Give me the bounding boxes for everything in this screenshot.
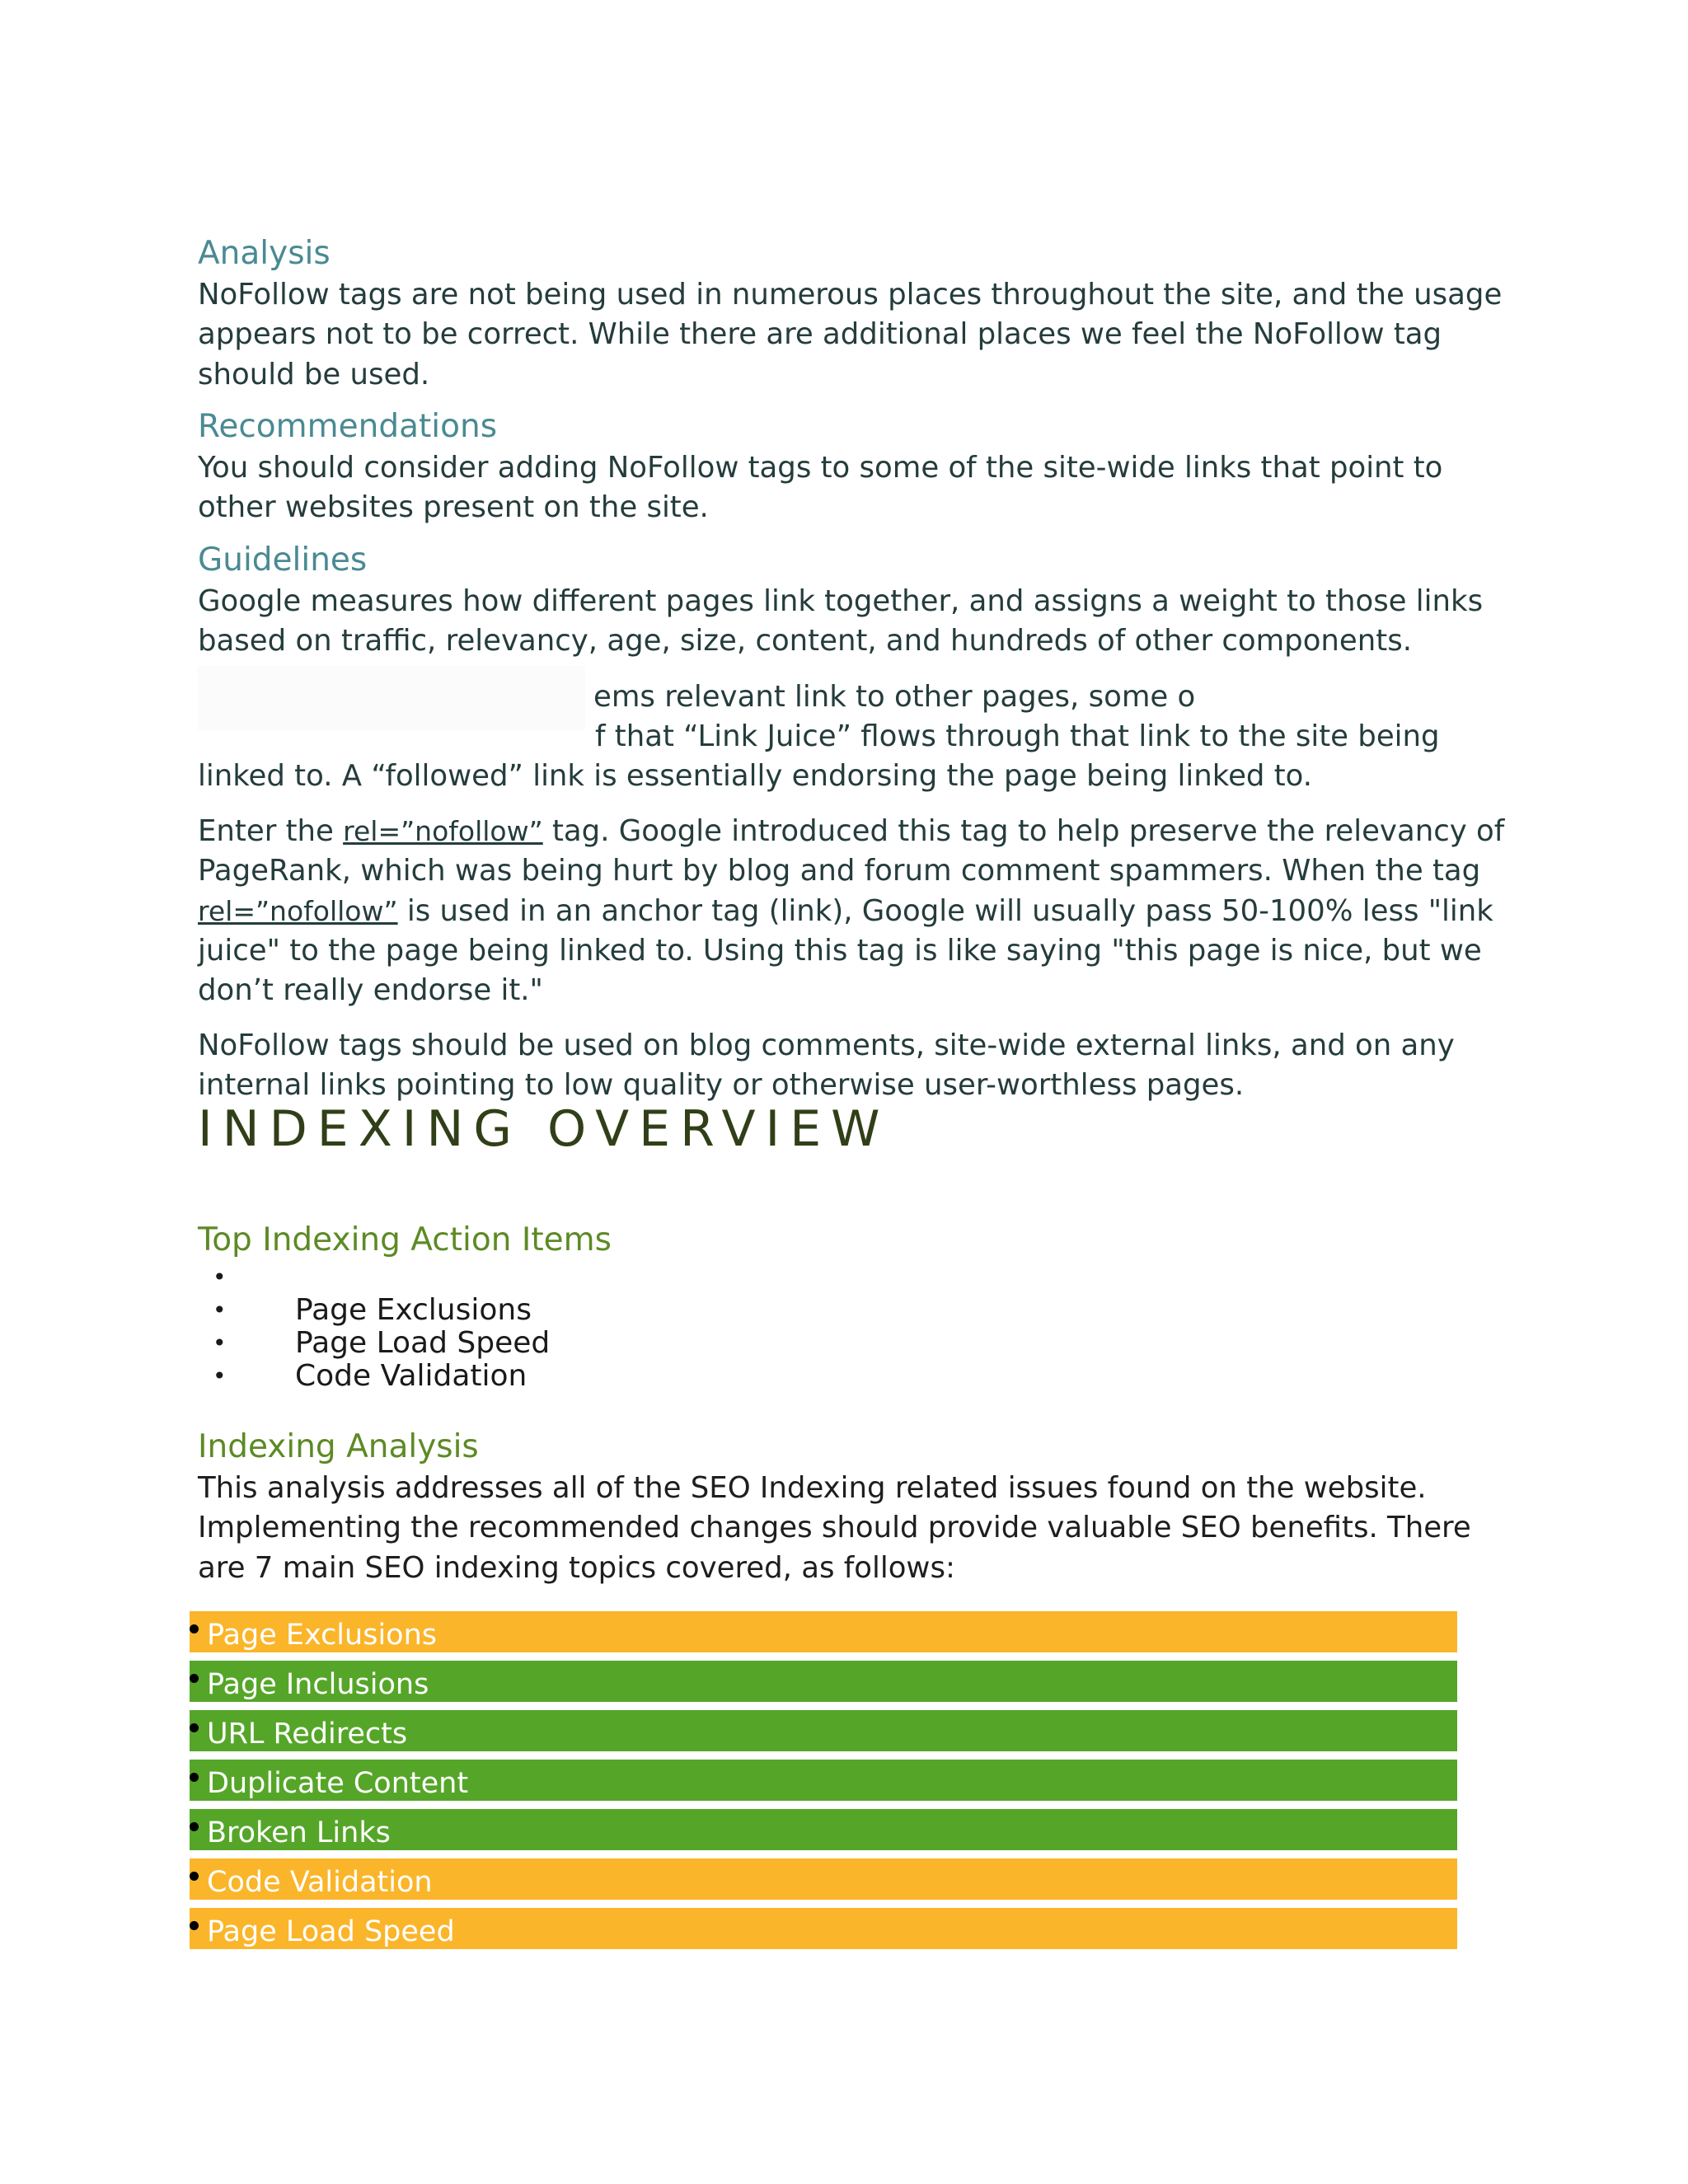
guidelines-paragraph-2-line-2: f that “Link Juice” flows through that link to the site being xyxy=(595,719,1440,753)
p3-text-b: tag. Google introduced this tag to help preserve the relevancy of PageRank, which was being hurt by blog and forum comment spammers. When the tag xyxy=(198,814,1505,888)
bullet-icon: • xyxy=(213,1296,227,1324)
topic-bar xyxy=(190,1858,1457,1900)
indexing-analysis-body: This analysis addresses all of the SEO Indexing related issues found on the website. Implementing the recommended changes should provide valuable SEO benefits. There are 7 main SEO indexing topics covered, as follows: xyxy=(198,1471,1471,1585)
bullet-icon xyxy=(190,1822,199,1831)
topic-label: Page Inclusions xyxy=(207,1668,429,1701)
guidelines-heading: Guidelines xyxy=(198,541,368,579)
top-indexing-action-items-heading: Top Indexing Action Items xyxy=(198,1221,612,1258)
p3-text-c: is used in an anchor tag (link), Google will usually pass 50-100% less "link juice" to the page being linked to. Using this tag is like saying "this page is nice, but we don’t really endorse it." xyxy=(198,893,1493,1008)
topic-bar xyxy=(190,1611,1457,1652)
nofollow-tag-text: rel=”nofollow” xyxy=(343,815,543,847)
action-item-label: Code Validation xyxy=(295,1359,528,1393)
guidelines-paragraph-3 xyxy=(198,812,1517,1010)
guidelines-paragraph-1: Google measures how different pages link together, and assigns a weight to those links based on traffic, relevancy, age, size, content, and hundreds of other components. xyxy=(198,584,1484,658)
action-item-label: Page Exclusions xyxy=(295,1293,532,1327)
topic-bar xyxy=(190,1760,1457,1801)
topic-label: Page Exclusions xyxy=(207,1619,438,1652)
guidelines-paragraph-2-line-3: linked to. A “followed” link is essentially endorsing the page being linked to. xyxy=(198,759,1313,793)
analysis-heading: Analysis xyxy=(198,235,331,272)
topic-bar xyxy=(190,1809,1457,1850)
action-item-label: Page Load Speed xyxy=(295,1326,551,1360)
topic-label: Duplicate Content xyxy=(207,1767,469,1800)
bullet-icon xyxy=(190,1723,199,1732)
topic-bar xyxy=(190,1710,1457,1751)
topic-label: Broken Links xyxy=(207,1816,391,1849)
topic-bar xyxy=(190,1661,1457,1702)
p3-text-a: Enter the xyxy=(198,814,344,848)
redaction-block xyxy=(198,666,585,730)
topic-bar xyxy=(190,1908,1457,1949)
bullet-icon xyxy=(190,1624,199,1633)
bullet-icon: • xyxy=(213,1263,227,1291)
analysis-body: NoFollow tags are not being used in numerous places throughout the site, and the usage appears not to be correct. While there are additional places we feel the NoFollow tag should be used. xyxy=(198,278,1503,391)
nofollow-tag-text: rel=”nofollow” xyxy=(198,894,398,927)
bullet-icon xyxy=(190,1773,199,1782)
recommendations-body: You should consider adding NoFollow tags to some of the site-wide links that point to other websites present on the site. xyxy=(198,451,1443,525)
topic-label: Page Load Speed xyxy=(207,1915,455,1948)
bullet-icon xyxy=(190,1921,199,1930)
indexing-analysis-heading: Indexing Analysis xyxy=(198,1428,479,1465)
bullet-icon: • xyxy=(213,1329,227,1357)
recommendations-heading: Recommendations xyxy=(198,408,498,445)
bullet-icon xyxy=(190,1674,199,1683)
bullet-icon xyxy=(190,1872,199,1881)
topic-label: URL Redirects xyxy=(207,1718,408,1750)
topic-label: Code Validation xyxy=(207,1866,433,1899)
bullet-icon: • xyxy=(213,1362,227,1390)
guidelines-paragraph-4: NoFollow tags should be used on blog comments, site-wide external links, and on any internal links pointing to low quality or otherwise user-worthless pages. xyxy=(198,1029,1455,1103)
indexing-overview-title: INDEXING OVERVIEW xyxy=(198,1100,890,1158)
indexing-topics-list xyxy=(190,1611,1457,1957)
guidelines-paragraph-2-line-1: ems relevant link to other pages, some o xyxy=(593,680,1196,714)
